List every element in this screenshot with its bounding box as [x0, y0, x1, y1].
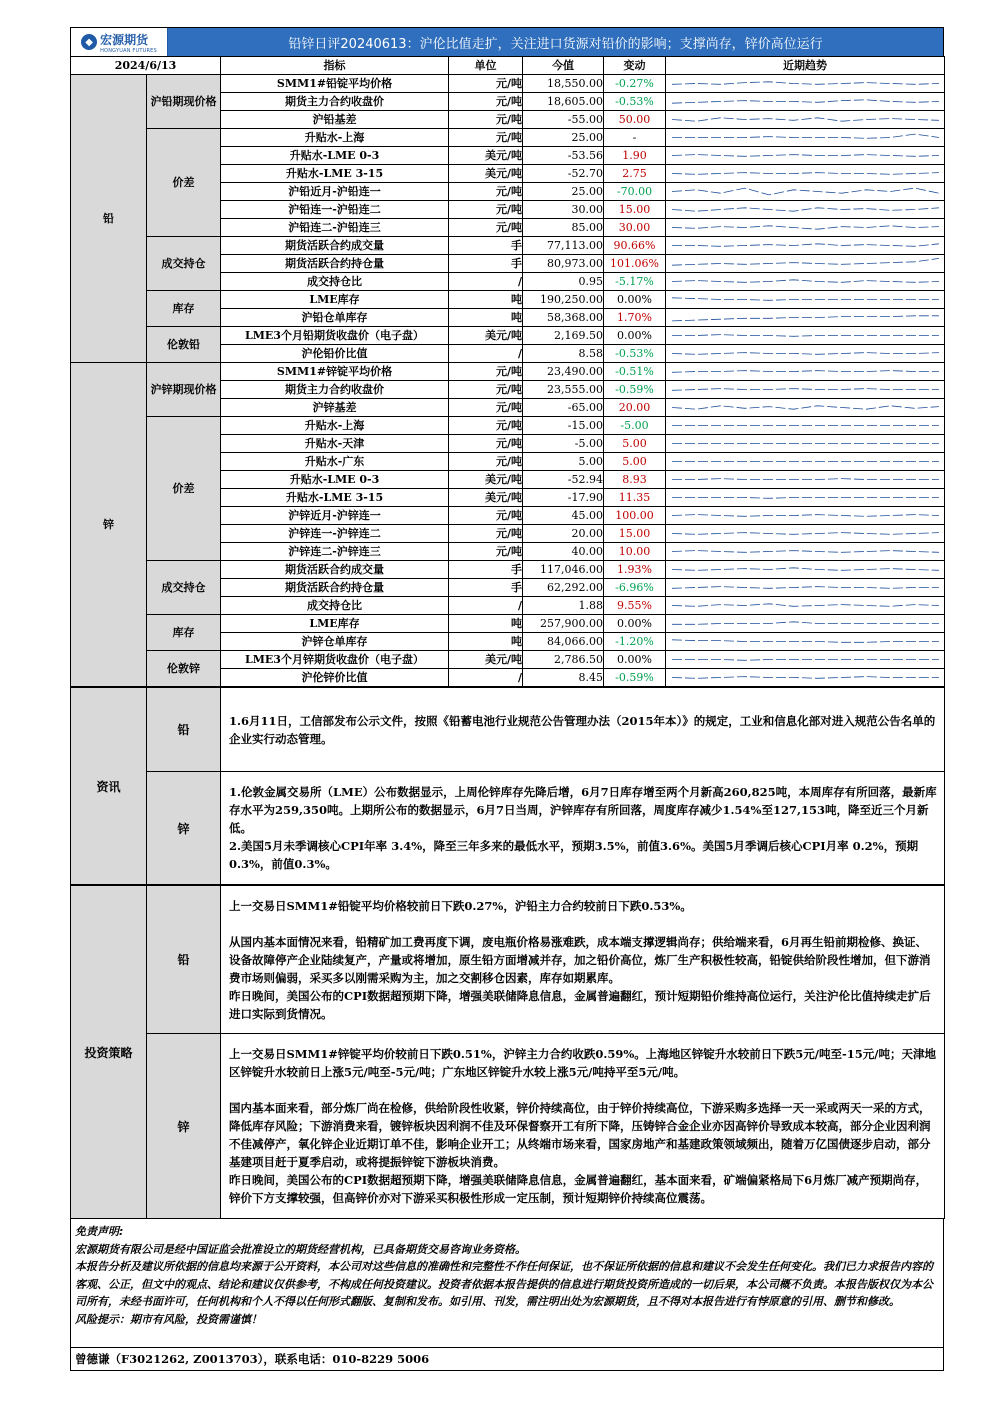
indicator-name: 期货活跃合约持仓量 [221, 579, 449, 597]
group-cell: 沪铅期现价格 [147, 75, 221, 129]
trend-sparkline [666, 345, 945, 363]
change-value: -6.96% [604, 579, 666, 597]
unit-cell: / [449, 669, 523, 687]
indicator-name: 沪铅连二-沪铅连三 [221, 219, 449, 237]
change-value: 0.00% [604, 291, 666, 309]
indicator-name: 沪锌连一-沪锌连二 [221, 525, 449, 543]
unit-cell: 元/吨 [449, 453, 523, 471]
change-value: -0.27% [604, 75, 666, 93]
trend-sparkline [666, 237, 945, 255]
report-date: 2024/6/13 [71, 57, 221, 75]
category-cell: 铅 [71, 75, 147, 363]
current-value: 5.00 [523, 453, 604, 471]
table-row [71, 291, 945, 309]
news-zinc-label: 锌 [147, 772, 221, 885]
unit-cell: 美元/吨 [449, 471, 523, 489]
sparkline-svg [666, 147, 945, 164]
change-value: 9.55% [604, 597, 666, 615]
indicator-name: 沪伦锌价比值 [221, 669, 449, 687]
group-cell: 成交持仓 [147, 561, 221, 615]
current-value: 25.00 [523, 183, 604, 201]
indicator-name: 沪铅基差 [221, 111, 449, 129]
trend-sparkline [666, 597, 945, 615]
news-lead-text: 1.6月11日，工信部发布公示文件，按照《铅蓄电池行业规范公告管理办法（2015年本）》的规定，工业和信息化部对进入规范公告名单的企业实行动态管理。 [221, 688, 945, 772]
unit-cell: 美元/吨 [449, 651, 523, 669]
indicator-name: 沪铅仓单库存 [221, 309, 449, 327]
group-cell: 沪锌期现价格 [147, 363, 221, 417]
sparkline-path [672, 82, 939, 85]
trend-sparkline [666, 93, 945, 111]
unit-cell: 吨 [449, 615, 523, 633]
header-unit: 单位 [449, 57, 523, 75]
sparkline-path [672, 533, 939, 535]
trend-sparkline [666, 327, 945, 345]
sparkline-svg [666, 471, 945, 488]
group-cell: 成交持仓 [147, 237, 221, 291]
sparkline-path [672, 100, 939, 103]
trend-sparkline [666, 633, 945, 651]
sparkline-svg [666, 417, 945, 434]
header-change: 变动 [604, 57, 666, 75]
current-value: -17.90 [523, 489, 604, 507]
sparkline-svg [666, 363, 945, 380]
report-header [70, 27, 944, 56]
indicator-name: 期货活跃合约成交量 [221, 561, 449, 579]
trend-sparkline [666, 111, 945, 129]
sparkline-path [672, 551, 939, 553]
table-row [71, 417, 945, 435]
table-row [71, 561, 945, 579]
report-page [70, 27, 944, 1371]
current-value: 2,786.50 [523, 651, 604, 669]
sparkline-path [672, 479, 939, 480]
change-value: 20.00 [604, 399, 666, 417]
indicator-name: 沪铅连一-沪铅连二 [221, 201, 449, 219]
unit-cell: / [449, 597, 523, 615]
current-value: 8.45 [523, 669, 604, 687]
change-value: 1.90 [604, 147, 666, 165]
sparkline-svg [666, 309, 945, 326]
sparkline-svg [666, 525, 945, 542]
sparkline-svg [666, 543, 945, 560]
indicator-name: LME库存 [221, 291, 449, 309]
indicator-name: 沪锌近月-沪锌连一 [221, 507, 449, 525]
header-trend: 近期趋势 [666, 57, 945, 75]
change-value: 1.70% [604, 309, 666, 327]
change-value: -0.53% [604, 93, 666, 111]
news-zinc-text: 1.伦敦金属交易所（LME）公布数据显示，上周伦锌库存先降后增，6月7日库存增至两个月新高260,825吨，本周库存有所回落，最新库存水平为259,350吨。上期所公布的数据显示，6月7日当周，沪锌库存有所回落，周度库存减少1.54%至127,153吨，降至近三个月新低。 2.美国5月未季调核心CPI年率 3.4%，降至三年多来的最低水平，预期3.5%，前值3.6%。美国5月季调后核心CPI月率 0.2%，预期0.3%，前值0.3%。 [221, 772, 945, 885]
sparkline-path [672, 298, 939, 301]
change-value: 10.00 [604, 543, 666, 561]
sparkline-svg [666, 453, 945, 470]
current-value: -5.00 [523, 435, 604, 453]
sparkline-path [672, 406, 939, 409]
change-value: -0.51% [604, 363, 666, 381]
table-row [71, 75, 945, 93]
sparkline-svg [666, 561, 945, 578]
logo-cn: 宏源期货 [100, 32, 149, 47]
sparkline-path [672, 244, 939, 247]
change-value: -5.17% [604, 273, 666, 291]
indicator-name: SMM1#铅锭平均价格 [221, 75, 449, 93]
current-value: 2,169.50 [523, 327, 604, 345]
indicator-name: LME3个月铅期货收盘价（电子盘） [221, 327, 449, 345]
sparkline-svg [666, 129, 945, 146]
sparkline-svg [666, 255, 945, 272]
unit-cell: 元/吨 [449, 111, 523, 129]
current-value: 77,113.00 [523, 237, 604, 255]
trend-sparkline [666, 291, 945, 309]
unit-cell: 手 [449, 255, 523, 273]
unit-cell: 元/吨 [449, 201, 523, 219]
sparkline-path [672, 226, 939, 229]
indicator-name: 升贴水-LME 0-3 [221, 147, 449, 165]
sparkline-path [672, 173, 939, 175]
sparkline-svg [666, 327, 945, 344]
sparkline-svg [666, 669, 945, 686]
trend-sparkline [666, 543, 945, 561]
trend-sparkline [666, 489, 945, 507]
header-current: 今值 [523, 57, 604, 75]
sparkline-svg [666, 75, 945, 92]
news-label: 资讯 [71, 688, 147, 885]
trend-sparkline [666, 525, 945, 543]
report-title: 铅锌日评20240613：沪伦比值走扩，关注进口货源对铅价的影响；支撑尚存，锌价高位运行 [168, 28, 943, 56]
current-value: 190,250.00 [523, 291, 604, 309]
change-value: 5.00 [604, 435, 666, 453]
sparkline-path [672, 660, 939, 661]
current-value: 257,900.00 [523, 615, 604, 633]
trend-sparkline [666, 273, 945, 291]
indicator-table [70, 56, 945, 687]
table-row [71, 651, 945, 669]
current-value: 85.00 [523, 219, 604, 237]
sparkline-svg [666, 615, 945, 632]
trend-sparkline [666, 363, 945, 381]
sparkline-path [672, 134, 939, 138]
sparkline-path [672, 515, 939, 517]
sparkline-path [672, 316, 939, 321]
change-value: 2.75 [604, 165, 666, 183]
group-cell: 价差 [147, 417, 221, 561]
sparkline-svg [666, 201, 945, 218]
current-value: -53.56 [523, 147, 604, 165]
unit-cell: 元/吨 [449, 525, 523, 543]
current-value: 45.00 [523, 507, 604, 525]
strategy-zinc-text: 上一交易日SMM1#锌锭平均价较前日下跌0.51%，沪锌主力合约收跌0.59%。上海地区锌锭升水较前日下跌5元/吨至-15元/吨；天津地区锌锭升水较前日上涨5元/吨至-5元/吨；广东地区锌锭升水较上涨5元/吨持平至5元/吨。 国内基本面来看，部分炼厂尚在检修，供给阶段性收紧，锌价持续高位，由于锌价持续高位，下游采购多选择一天一采或两天一采的方式，降低库存风险；下游消费来看，镀锌板块因利润不佳及环保督察开工有所下降，压铸锌合金企业亦因高锌价导致成本较高，部分企业因利润不佳减停产，氧化锌企业近期订单不佳，影响企业开工；从终端市场来看，国家房地产和基建政策领域频出，随着万亿国债逐步启动，部分基建项目赶于夏季启动，或将提振锌锭下游板块消费。 昨日晚间，美国公布的CPI数据超预期下降，增强美联储降息信息，金属普遍翻红，基本面来看，矿端偏紧格局下6月炼厂减产预期尚存，锌价下方支撑较强，但高锌价亦对下游采买积极性形成一定压制，预计短期锌价持续高位震荡。 [221, 1034, 945, 1219]
trend-sparkline [666, 219, 945, 237]
sparkline-path [672, 498, 939, 499]
unit-cell: 吨 [449, 633, 523, 651]
unit-cell: 元/吨 [449, 93, 523, 111]
current-value: 18,550.00 [523, 75, 604, 93]
sparkline-svg [666, 183, 945, 200]
trend-sparkline [666, 669, 945, 687]
unit-cell: 手 [449, 237, 523, 255]
unit-cell: 元/吨 [449, 543, 523, 561]
sparkline-svg [666, 651, 945, 668]
sparkline-path [672, 353, 939, 355]
group-cell: 库存 [147, 291, 221, 327]
company-logo [71, 28, 168, 56]
sparkline-path [672, 677, 939, 679]
indicator-name: 升贴水-LME 3-15 [221, 489, 449, 507]
group-cell: 伦敦锌 [147, 651, 221, 687]
unit-cell: / [449, 345, 523, 363]
current-value: 62,292.00 [523, 579, 604, 597]
trend-sparkline [666, 165, 945, 183]
table-row [71, 237, 945, 255]
trend-sparkline [666, 201, 945, 219]
sparkline-svg [666, 165, 945, 182]
group-cell: 伦敦铅 [147, 327, 221, 363]
sparkline-path [672, 371, 939, 373]
unit-cell: 元/吨 [449, 399, 523, 417]
sparkline-path [672, 118, 939, 121]
trend-sparkline [666, 507, 945, 525]
trend-sparkline [666, 309, 945, 327]
sparkline-svg [666, 345, 945, 362]
sparkline-svg [666, 399, 945, 416]
group-cell: 价差 [147, 129, 221, 237]
unit-cell: 元/吨 [449, 435, 523, 453]
indicator-name: 升贴水-上海 [221, 129, 449, 147]
change-value: 0.00% [604, 615, 666, 633]
current-value: 25.00 [523, 129, 604, 147]
trend-sparkline [666, 471, 945, 489]
unit-cell: / [449, 273, 523, 291]
trend-sparkline [666, 435, 945, 453]
unit-cell: 手 [449, 561, 523, 579]
logo-en: HONGYUAN FUTURES [100, 47, 157, 54]
indicator-name: 期货活跃合约持仓量 [221, 255, 449, 273]
logo-mark-icon: ◆ [81, 34, 97, 50]
current-value: 8.58 [523, 345, 604, 363]
change-value: 8.93 [604, 471, 666, 489]
sparkline-path [672, 568, 939, 571]
indicator-name: 成交持仓比 [221, 273, 449, 291]
sparkline-svg [666, 291, 945, 308]
table-row [71, 327, 945, 345]
current-value: 0.95 [523, 273, 604, 291]
sparkline-path [672, 258, 939, 265]
unit-cell: 手 [449, 579, 523, 597]
indicator-name: 沪锌连二-沪锌连三 [221, 543, 449, 561]
category-cell: 锌 [71, 363, 147, 687]
indicator-name: 沪铅近月-沪铅连一 [221, 183, 449, 201]
change-value: 5.00 [604, 453, 666, 471]
sparkline-svg [666, 597, 945, 614]
trend-sparkline [666, 615, 945, 633]
unit-cell: 元/吨 [449, 507, 523, 525]
indicator-name: 沪伦铅价比值 [221, 345, 449, 363]
change-value: 1.93% [604, 561, 666, 579]
unit-cell: 美元/吨 [449, 165, 523, 183]
indicator-name: 期货主力合约收盘价 [221, 381, 449, 399]
indicator-name: 期货主力合约收盘价 [221, 93, 449, 111]
unit-cell: 吨 [449, 309, 523, 327]
indicator-name: 期货活跃合约成交量 [221, 237, 449, 255]
sparkline-svg [666, 111, 945, 128]
disclaimer [70, 1219, 944, 1348]
current-value: 30.00 [523, 201, 604, 219]
sparkline-svg [666, 489, 945, 506]
indicator-name: 沪锌基差 [221, 399, 449, 417]
strategy-zinc-label: 锌 [147, 1034, 221, 1219]
current-value: 117,046.00 [523, 561, 604, 579]
analyst-footer: 曾德谦（F3021262, Z0013703），联系电话：010-8229 5006 [70, 1348, 944, 1371]
table-row [71, 615, 945, 633]
indicator-name: 沪锌仓单库存 [221, 633, 449, 651]
indicator-name: 升贴水-LME 3-15 [221, 165, 449, 183]
sparkline-svg [666, 507, 945, 524]
current-value: 20.00 [523, 525, 604, 543]
sparkline-svg [666, 93, 945, 110]
indicator-name: 升贴水-LME 0-3 [221, 471, 449, 489]
current-value: 23,490.00 [523, 363, 604, 381]
trend-sparkline [666, 651, 945, 669]
sparkline-path [672, 335, 939, 337]
unit-cell: 美元/吨 [449, 147, 523, 165]
current-value: -55.00 [523, 111, 604, 129]
strategy-label: 投资策略 [71, 886, 147, 1219]
sparkline-svg [666, 435, 945, 452]
news-lead-label: 铅 [147, 688, 221, 772]
sparkline-svg [666, 579, 945, 596]
current-value: -65.00 [523, 399, 604, 417]
indicator-name: SMM1#锌锭平均价格 [221, 363, 449, 381]
current-value: 1.88 [523, 597, 604, 615]
current-value: 84,066.00 [523, 633, 604, 651]
trend-sparkline [666, 183, 945, 201]
change-value: 30.00 [604, 219, 666, 237]
change-value: -0.59% [604, 381, 666, 399]
sparkline-path [672, 208, 939, 211]
sparkline-svg [666, 633, 945, 650]
sparkline-path [672, 389, 939, 391]
trend-sparkline [666, 129, 945, 147]
change-value: 90.66% [604, 237, 666, 255]
disclaimer-line: 风险提示：期市有风险，投资需谨慎！ [75, 1312, 262, 1326]
indicator-name: 升贴水-天津 [221, 435, 449, 453]
sparkline-svg [666, 237, 945, 254]
table-row [71, 363, 945, 381]
indicator-name: 升贴水-广东 [221, 453, 449, 471]
change-value: -5.00 [604, 417, 666, 435]
current-value: 23,555.00 [523, 381, 604, 399]
sparkline-svg [666, 381, 945, 398]
change-value: - [604, 129, 666, 147]
strategy-lead-label: 铅 [147, 886, 221, 1034]
trend-sparkline [666, 255, 945, 273]
indicator-name: 升贴水-上海 [221, 417, 449, 435]
change-value: -70.00 [604, 183, 666, 201]
unit-cell: 元/吨 [449, 417, 523, 435]
sparkline-path [672, 280, 939, 283]
trend-sparkline [666, 399, 945, 417]
strategy-table [70, 885, 945, 1219]
trend-sparkline [666, 453, 945, 471]
change-value: 50.00 [604, 111, 666, 129]
unit-cell: 元/吨 [449, 129, 523, 147]
current-value: -52.94 [523, 471, 604, 489]
indicator-name: LME库存 [221, 615, 449, 633]
trend-sparkline [666, 147, 945, 165]
disclaimer-line: 本报告分析及建议所依据的信息均来源于公开资料，本公司对这些信息的准确性和完整性不作任何保证，也不保证所依据的信息和建议不会发生任何变化。我们已力求报告内容的客观、公正，但文中的观点、结论和建议仅供参考，不构成任何投资建议。投资者依据本报告提供的信息进行期货投资所造成的一切后果，本公司概不负责。本报告版权仅为本公司所有，未经书面许可，任何机构和个人不得以任何形式翻版、复制和发布。如引用、刊发，需注明出处为宏源期货，且不得对本报告进行有悖原意的引用、删节和修改。 [75, 1260, 933, 1308]
current-value: 58,368.00 [523, 309, 604, 327]
unit-cell: 美元/吨 [449, 489, 523, 507]
sparkline-path [672, 155, 939, 157]
disclaimer-line: 宏源期货有限公司是经中国证监会批准设立的期货经营机构，已具备期货交易咨询业务资格。 [75, 1242, 526, 1256]
trend-sparkline [666, 561, 945, 579]
unit-cell: 元/吨 [449, 219, 523, 237]
trend-sparkline [666, 579, 945, 597]
sparkline-path [672, 640, 939, 643]
change-value: -1.20% [604, 633, 666, 651]
unit-cell: 吨 [449, 291, 523, 309]
trend-sparkline [666, 417, 945, 435]
trend-sparkline [666, 75, 945, 93]
change-value: 15.00 [604, 201, 666, 219]
change-value: -0.53% [604, 345, 666, 363]
sparkline-svg [666, 273, 945, 290]
news-table [70, 687, 945, 885]
change-value: -0.59% [604, 669, 666, 687]
current-value: 18,605.00 [523, 93, 604, 111]
change-value: 0.00% [604, 327, 666, 345]
sparkline-path [672, 622, 939, 625]
current-value: -52.70 [523, 165, 604, 183]
change-value: 101.06% [604, 255, 666, 273]
header-indicator: 指标 [221, 57, 449, 75]
sparkline-path [672, 188, 939, 195]
sparkline-svg [666, 219, 945, 236]
unit-cell: 元/吨 [449, 381, 523, 399]
unit-cell: 元/吨 [449, 183, 523, 201]
change-value: 15.00 [604, 525, 666, 543]
unit-cell: 元/吨 [449, 363, 523, 381]
change-value: 11.35 [604, 489, 666, 507]
unit-cell: 元/吨 [449, 75, 523, 93]
current-value: -15.00 [523, 417, 604, 435]
table-header-row [71, 57, 945, 75]
sparkline-path [672, 604, 939, 607]
current-value: 80,973.00 [523, 255, 604, 273]
strategy-lead-text: 上一交易日SMM1#铅锭平均价格较前日下跌0.27%，沪铅主力合约较前日下跌0.53%。 从国内基本面情况来看，铅精矿加工费再度下调，废电瓶价格易涨难跌，成本端支撑逻辑尚存；供给端来看，6月再生铅前期检修、换证、设备故障停产企业陆续复产，产量或将增加，原生铅方面增减并存，加之铅价高位，炼厂生产积极性较高，铅锭供给阶段性增加，但下游消费市场则偏弱，采买多以刚需采购为主，加之交割移仓因素，库存如期累库。 昨日晚间，美国公布的CPI数据超预期下降，增强美联储降息信息，金属普遍翻红，预计短期铅价维持高位运行，关注沪伦比值持续走扩后进口实际到货情况。 [221, 886, 945, 1034]
current-value: 40.00 [523, 543, 604, 561]
indicator-name: LME3个月锌期货收盘价（电子盘） [221, 651, 449, 669]
sparkline-path [672, 587, 939, 589]
unit-cell: 美元/吨 [449, 327, 523, 345]
indicator-name: 成交持仓比 [221, 597, 449, 615]
change-value: 100.00 [604, 507, 666, 525]
trend-sparkline [666, 381, 945, 399]
group-cell: 库存 [147, 615, 221, 651]
disclaimer-title: 免责声明: [75, 1225, 124, 1238]
table-row [71, 129, 945, 147]
change-value: 0.00% [604, 651, 666, 669]
